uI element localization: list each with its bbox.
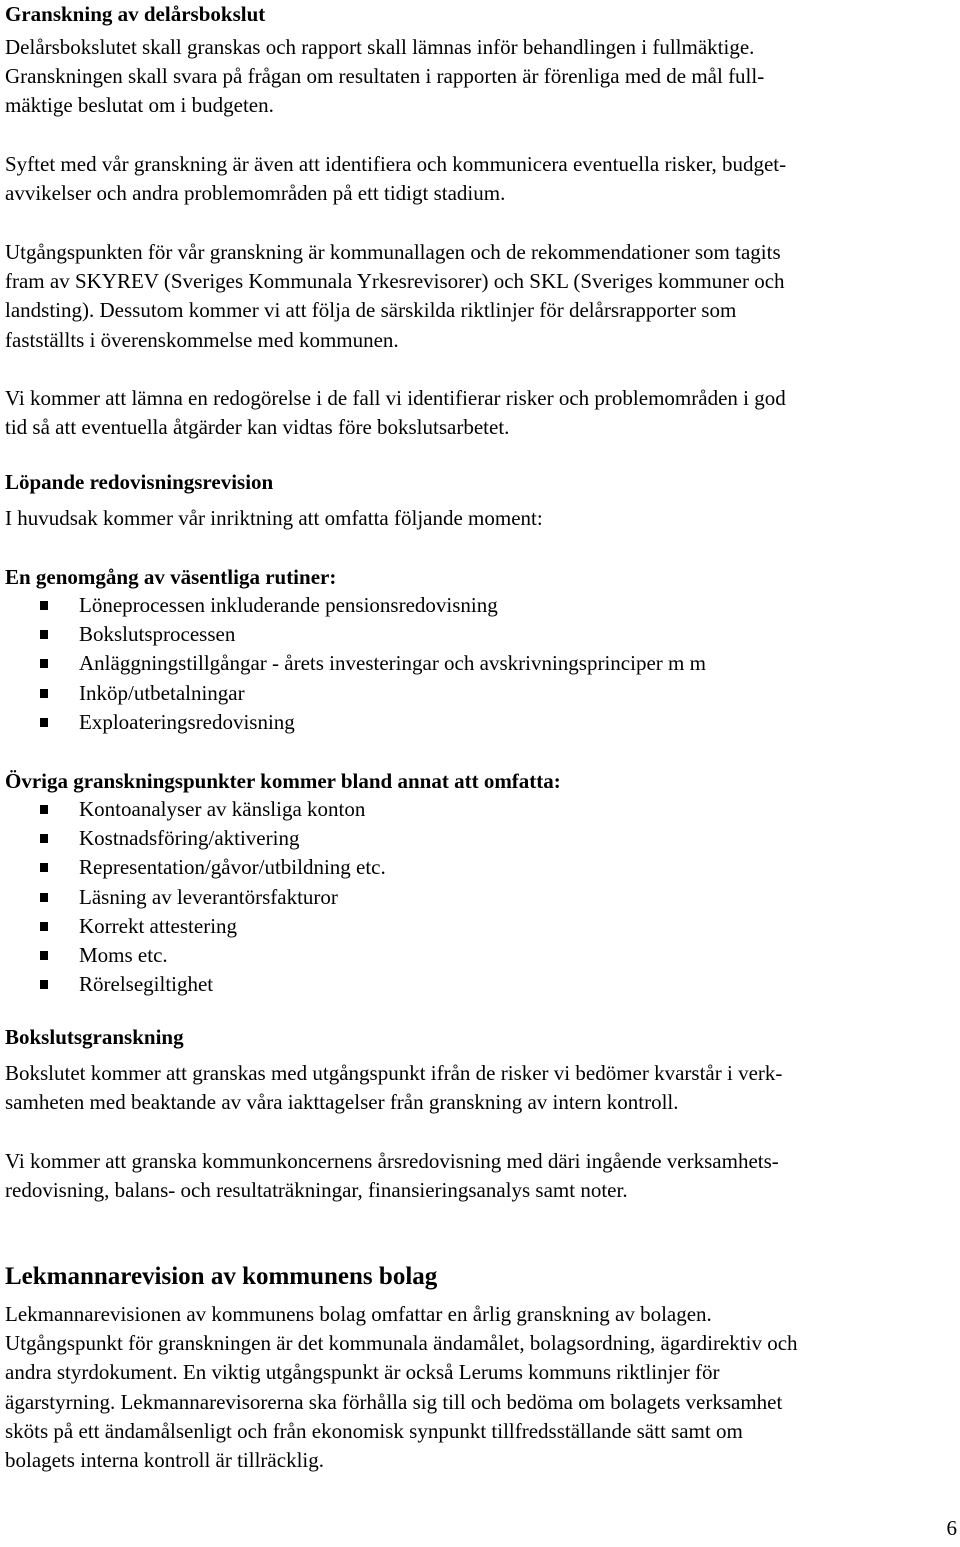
- bullet-square-icon: [40, 922, 48, 931]
- bullet-square-icon: [40, 601, 48, 610]
- list-item: Moms etc.: [5, 941, 957, 970]
- list-item: Kostnadsföring/aktivering: [5, 824, 957, 853]
- paragraph-arsredovisning: Vi kommer att granska kommunkoncernens årsredovisning med däri ingående verksamhets- redovisning, balans- och resultaträkningar, finansieringsanalys samt noter.: [5, 1149, 779, 1203]
- heading-delarsbokslut: Granskning av delårsbokslut: [5, 2, 266, 26]
- list-item: Exploateringsredovisning: [5, 708, 957, 737]
- heading-bokslutsgranskning: Bokslutsgranskning: [5, 1025, 184, 1049]
- bullet-square-icon: [40, 893, 48, 902]
- paragraph-inriktning: I huvudsak kommer vår inriktning att omfatta följande moment:: [5, 506, 543, 530]
- heading-ovriga-granskningspunkter: Övriga granskningspunkter kommer bland annat att omfatta:: [5, 769, 561, 793]
- bullet-square-icon: [40, 689, 48, 698]
- list-item: Anläggningstillgångar - årets investeringar och avskrivningsprinciper m m: [5, 649, 957, 678]
- list-item: Löneprocessen inkluderande pensionsredovisning: [5, 591, 957, 620]
- bullet-square-icon: [40, 834, 48, 843]
- bullet-square-icon: [40, 659, 48, 668]
- list-item: Rörelsegiltighet: [5, 970, 957, 999]
- paragraph-lekmannarevision: Lekmannarevisionen av kommunens bolag omfattar en årlig granskning av bolagen. Utgångspunkt för granskningen är det kommunala ändamålet, bolagsordning, ägardirektiv och andra styrdokument. En viktig utgångspunkt är också Lerums kommuns riktlinjer för ägarstyrning. Lekmannarevisorerna ska förhålla sig till och bedöma om bolagets verksamhet sköts på ett ändamålsenligt och från ekonomisk synpunkt tillfredsställande sätt samt om bolagets interna kontroll är tillräcklig.: [5, 1302, 798, 1473]
- paragraph-syftet: Syftet med vår granskning är även att identifiera och kommunicera eventuella risker, budget- avvikelser och andra problemområden på ett tidigt stadium.: [5, 152, 787, 206]
- bullet-square-icon: [40, 805, 48, 814]
- list-vasentliga-rutiner: [5, 591, 957, 737]
- paragraph-redogorelse: Vi kommer att lämna en redogörelse i de fall vi identifierar risker och problemområden i god tid så att eventuella åtgärder kan vidtas före bokslutsarbetet.: [5, 386, 786, 440]
- bullet-square-icon: [40, 863, 48, 872]
- list-item: Bokslutsprocessen: [5, 620, 957, 649]
- list-item: Korrekt attestering: [5, 912, 957, 941]
- bullet-square-icon: [40, 951, 48, 960]
- heading-vasentliga-rutiner: En genomgång av väsentliga rutiner:: [5, 565, 337, 589]
- paragraph-utgangspunkten: Utgångspunkten för vår granskning är kommunallagen och de rekommendationer som tagits fram av SKYREV (Sveriges Kommunala Yrkesrevisorer) och SKL (Sveriges kommuner och landsting). Dessutom kommer vi att följa de särskilda riktlinjer för delårsrapporter som fastställts i överenskommelse med kommunen.: [5, 240, 785, 352]
- heading-lekmannarevision: Lekmannarevision av kommunens bolag: [5, 1263, 438, 1290]
- heading-lopande-redovisningsrevision: Löpande redovisningsrevision: [5, 470, 274, 494]
- list-ovriga-granskningspunkter: [5, 795, 957, 999]
- bullet-square-icon: [40, 630, 48, 639]
- list-item: Inköp/utbetalningar: [5, 679, 957, 708]
- paragraph-delarsbokslut-intro: Delårsbokslutet skall granskas och rapport skall lämnas inför behandlingen i fullmäktige. Granskningen skall svara på frågan om resultaten i rapporten är förenliga med de mål full- mäktige beslutat om i budgeten.: [5, 35, 765, 118]
- page-number: 6: [946, 1516, 957, 1540]
- list-item: Representation/gåvor/utbildning etc.: [5, 853, 957, 882]
- bullet-square-icon: [40, 980, 48, 989]
- list-item: Läsning av leverantörsfakturor: [5, 883, 957, 912]
- paragraph-bokslutet: Bokslutet kommer att granskas med utgångspunkt ifrån de risker vi bedömer kvarstår i verk- samheten med beaktande av våra iakttagelser från granskning av intern kontroll.: [5, 1061, 783, 1115]
- bullet-square-icon: [40, 718, 48, 727]
- list-item: Kontoanalyser av känsliga konton: [5, 795, 957, 824]
